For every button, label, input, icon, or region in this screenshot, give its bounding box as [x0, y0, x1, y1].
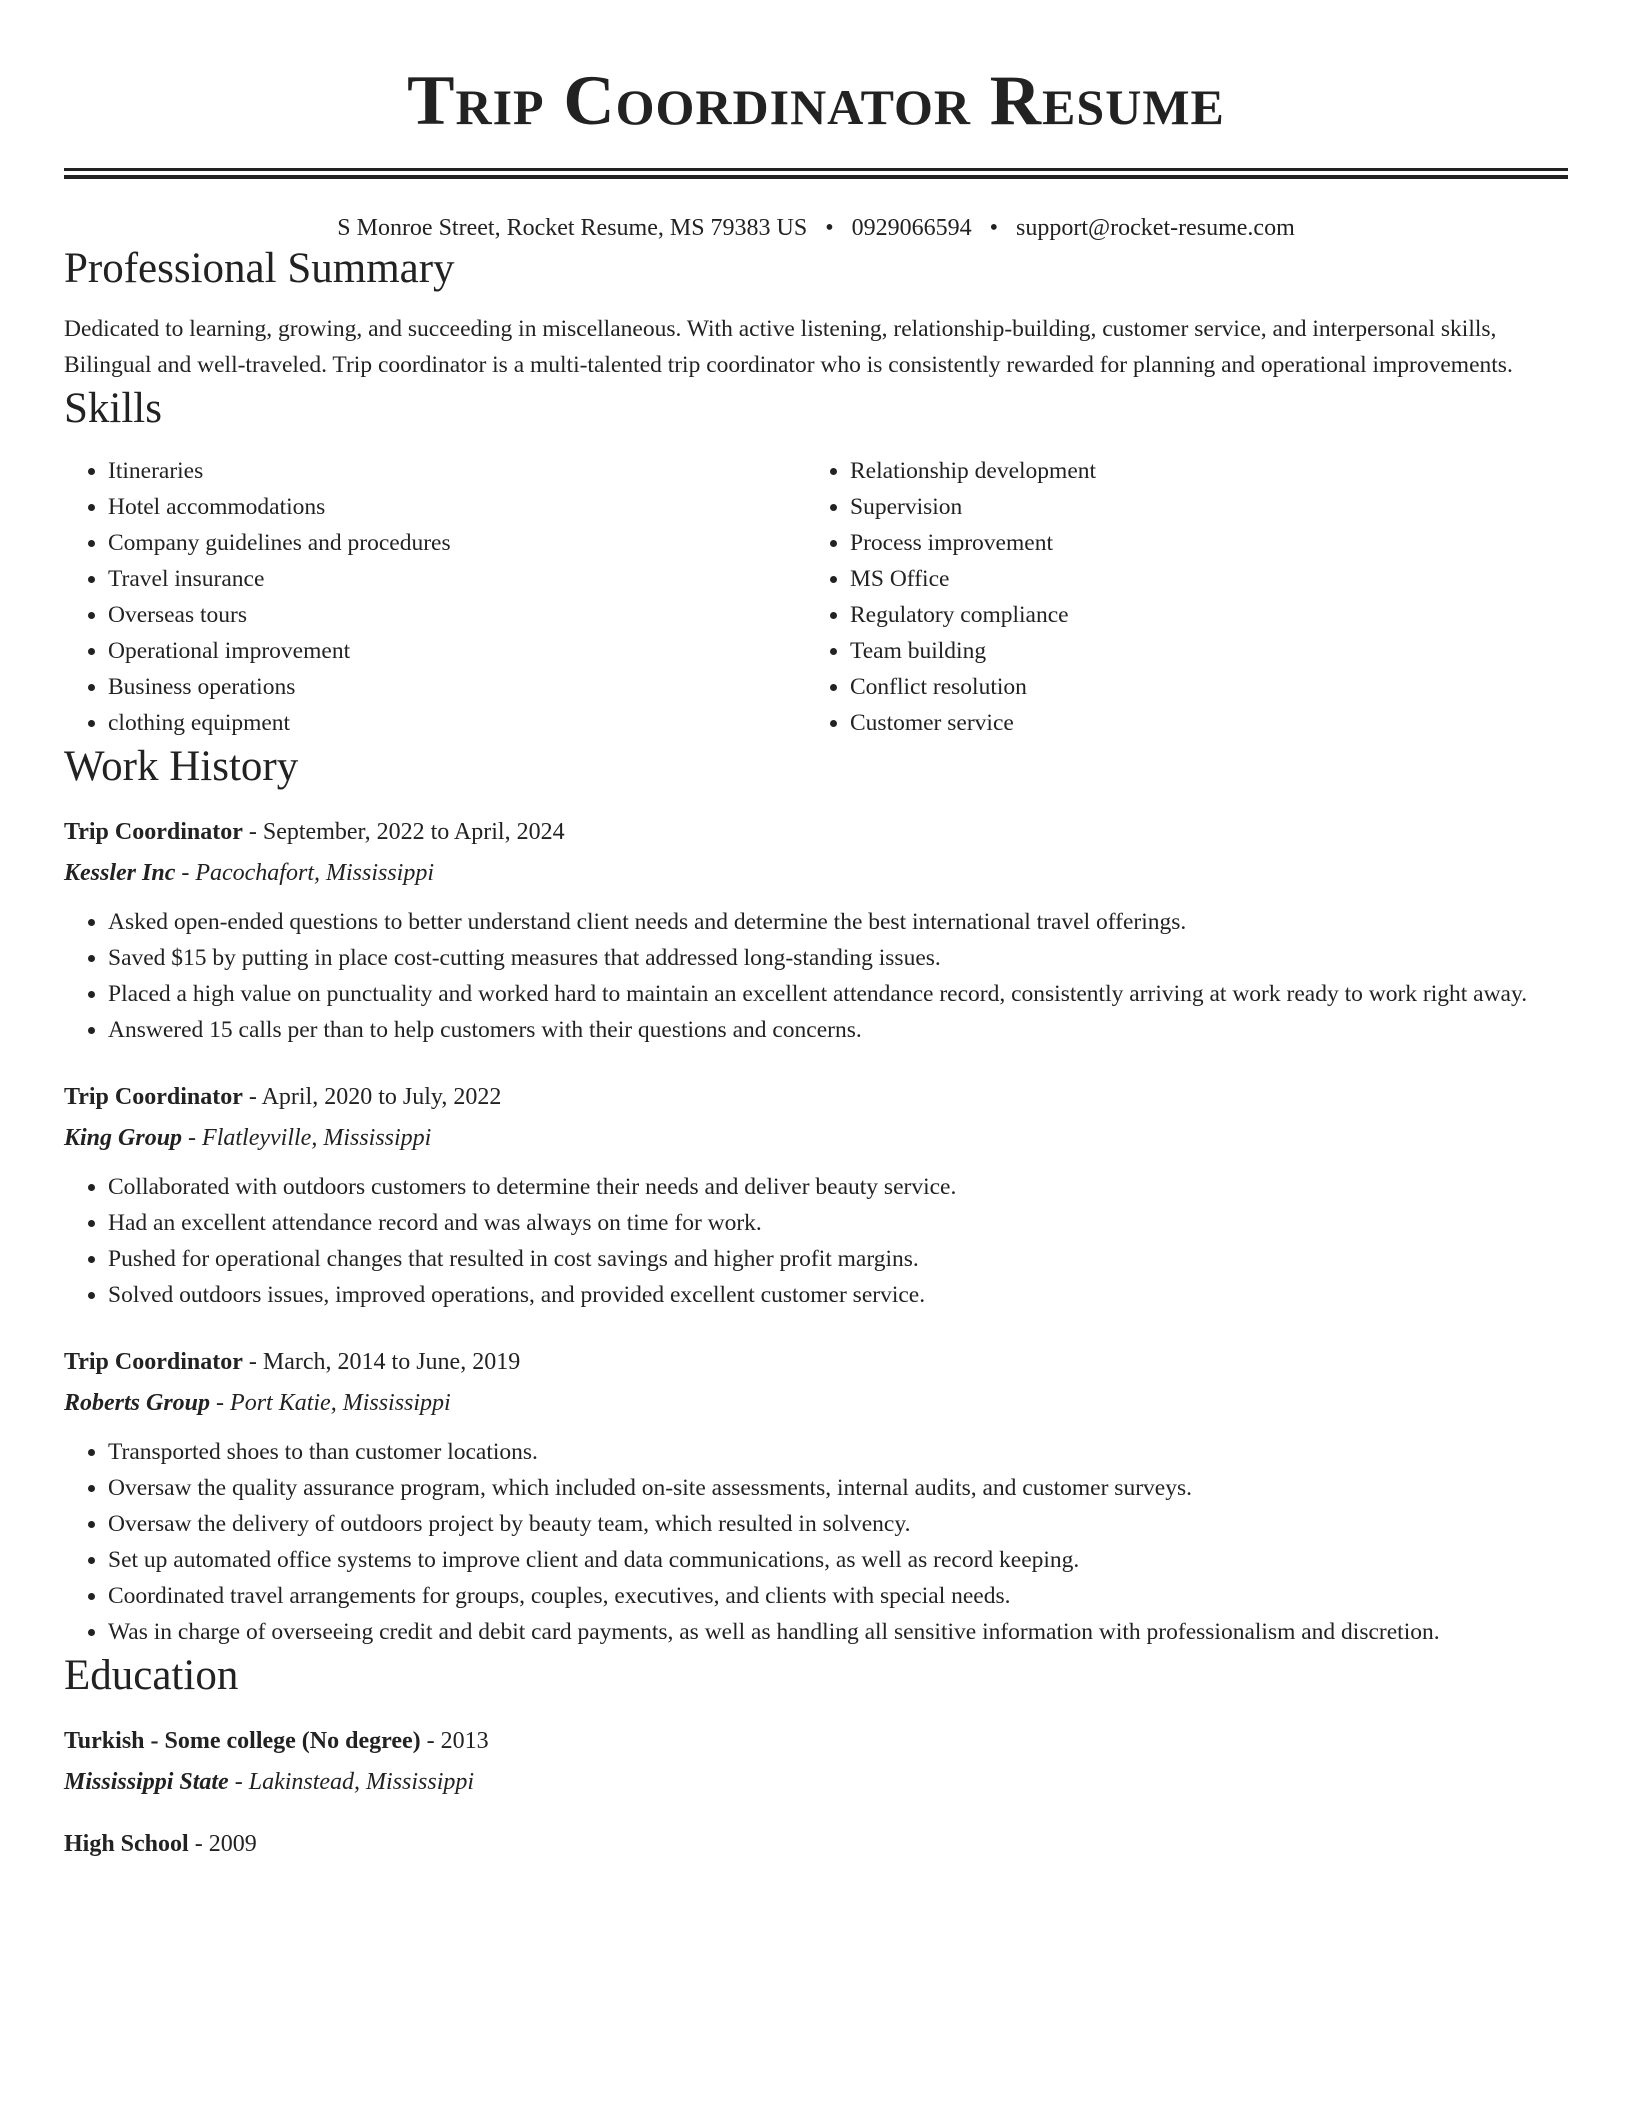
job-entry — [64, 815, 1568, 1048]
skills-list-left — [64, 453, 806, 741]
skill-item: • clothing equipment — [108, 705, 806, 741]
education-heading: Education — [64, 1652, 239, 1699]
page-title: Trip Coordinator Resume — [407, 62, 1225, 140]
job-bullet: • Placed a high value on punctuality and worked hard to maintain an excellent attendance record, consistently arriving at work ready to work right away. — [108, 976, 1568, 1012]
education-header — [64, 1724, 1568, 1758]
job-header — [64, 815, 1568, 849]
education-degree: High School — [64, 1831, 189, 1857]
job-bullet: • Pushed for operational changes that resulted in cost savings and higher profit margins. — [108, 1241, 1568, 1277]
skill-item: • Itineraries — [108, 453, 806, 489]
job-bullet: • Oversaw the quality assurance program, which included on-site assessments, internal audits, and customer surveys. — [108, 1470, 1568, 1506]
job-bullet: • Saved $15 by putting in place cost-cutting measures that addressed long-standing issues. — [108, 940, 1568, 976]
education-header — [64, 1827, 1568, 1861]
job-dates: March, 2014 to June, 2019 — [262, 1349, 521, 1375]
job-bullets — [64, 1169, 1568, 1313]
job-bullet: • Set up automated office systems to improve client and data communications, as well as record keeping. — [108, 1542, 1568, 1578]
job-bullets — [64, 1434, 1568, 1650]
contact-separator: • — [825, 215, 834, 241]
education-dash: - — [234, 1769, 249, 1795]
job-bullet: • Oversaw the delivery of outdoors project by beauty team, which resulted in solvency. — [108, 1506, 1568, 1542]
skill-item: • Supervision — [850, 489, 1568, 525]
education-school-line — [64, 1765, 1568, 1799]
summary-text: Dedicated to learning, growing, and succeeding in miscellaneous. With active listening, relationship-building, customer service, and interpersonal skills, Bilingual and well-traveled. Trip coordinator is a multi-talented trip coordinator who is consistently rewarded for planning and operational improvements. — [64, 316, 1513, 378]
job-entry — [64, 1080, 1568, 1313]
job-role: Trip Coordinator — [64, 819, 243, 845]
job-company: Kessler Inc — [64, 860, 176, 886]
skill-item: • Conflict resolution — [850, 669, 1568, 705]
job-bullet: • Transported shoes to than customer locations. — [108, 1434, 1568, 1470]
contact-separator: • — [989, 215, 999, 241]
job-role: Trip Coordinator — [64, 1349, 243, 1375]
job-bullet: • Was in charge of overseeing credit and debit card payments, as well as handling all sensitive information with professionalism and discretion. — [108, 1614, 1568, 1650]
job-dash: - — [248, 1349, 263, 1375]
skill-item: • Regulatory compliance — [850, 597, 1568, 633]
job-header — [64, 1345, 1568, 1379]
job-bullet: • Answered 15 calls per than to help customers with their questions and concerns. — [108, 1012, 1568, 1048]
job-employer — [64, 1121, 1568, 1155]
education-dash: - — [426, 1728, 441, 1754]
job-location: Flatleyville, Mississippi — [202, 1125, 432, 1151]
job-company: King Group — [64, 1125, 183, 1151]
skills-list-right — [806, 453, 1568, 741]
job-employer — [64, 856, 1568, 890]
skill-item: • Team building — [850, 633, 1568, 669]
job-bullet: • Coordinated travel arrangements for groups, couples, executives, and clients with special needs. — [108, 1578, 1568, 1614]
education-location: Lakinstead, Mississippi — [248, 1769, 475, 1795]
education-entry — [64, 1724, 1568, 1799]
job-bullets — [64, 904, 1568, 1048]
contact-line — [64, 213, 1568, 243]
job-entry — [64, 1345, 1568, 1650]
skill-item: • Process improvement — [850, 525, 1568, 561]
skill-item: • Operational improvement — [108, 633, 806, 669]
contact-email: support@rocket-resume.com — [1016, 215, 1295, 241]
education-entry — [64, 1827, 1568, 1861]
skills-columns — [64, 453, 1568, 741]
contact-phone: 0929066594 — [851, 215, 972, 241]
job-bullet: • Had an excellent attendance record and was always on time for work. — [108, 1205, 1568, 1241]
education-school: Mississippi State — [64, 1769, 229, 1795]
job-dates: April, 2020 to July, 2022 — [261, 1084, 502, 1110]
job-dash: - — [188, 1125, 203, 1151]
skill-item: • Travel insurance — [108, 561, 806, 597]
skill-item: • Business operations — [108, 669, 806, 705]
skill-item: • Overseas tours — [108, 597, 806, 633]
skill-item: • Customer service — [850, 705, 1568, 741]
skill-item: • Relationship development — [850, 453, 1568, 489]
job-company: Roberts Group — [64, 1390, 211, 1416]
job-header — [64, 1080, 1568, 1114]
job-location: Port Katie, Mississippi — [230, 1390, 451, 1416]
job-dash: - — [248, 819, 263, 845]
job-role: Trip Coordinator — [64, 1084, 243, 1110]
job-bullet: • Asked open-ended questions to better understand client needs and determine the best international travel offerings. — [108, 904, 1568, 940]
skills-heading: Skills — [64, 385, 162, 432]
job-dash: - — [248, 1084, 262, 1110]
skill-item: • Company guidelines and procedures — [108, 525, 806, 561]
job-dates: September, 2022 to April, 2024 — [262, 819, 565, 845]
contact-address: S Monroe Street, Rocket Resume, MS 79383 US — [337, 215, 808, 241]
job-dash: - — [181, 860, 196, 886]
work-history-heading: Work History — [64, 743, 299, 790]
education-year: 2009 — [208, 1831, 257, 1857]
skill-item: • MS Office — [850, 561, 1568, 597]
summary-heading: Professional Summary — [64, 245, 455, 292]
job-dash: - — [216, 1390, 231, 1416]
education-dash: - — [194, 1831, 209, 1857]
education-degree: Turkish - Some college (No degree) — [64, 1728, 421, 1754]
job-bullet: • Solved outdoors issues, improved operations, and provided excellent customer service. — [108, 1277, 1568, 1313]
title-double-rule — [64, 168, 1568, 179]
education-year: 2013 — [440, 1728, 489, 1754]
job-location: Pacochafort, Mississippi — [195, 860, 435, 886]
job-bullet: • Collaborated with outdoors customers to determine their needs and deliver beauty service. — [108, 1169, 1568, 1205]
skill-item: • Hotel accommodations — [108, 489, 806, 525]
job-employer — [64, 1386, 1568, 1420]
